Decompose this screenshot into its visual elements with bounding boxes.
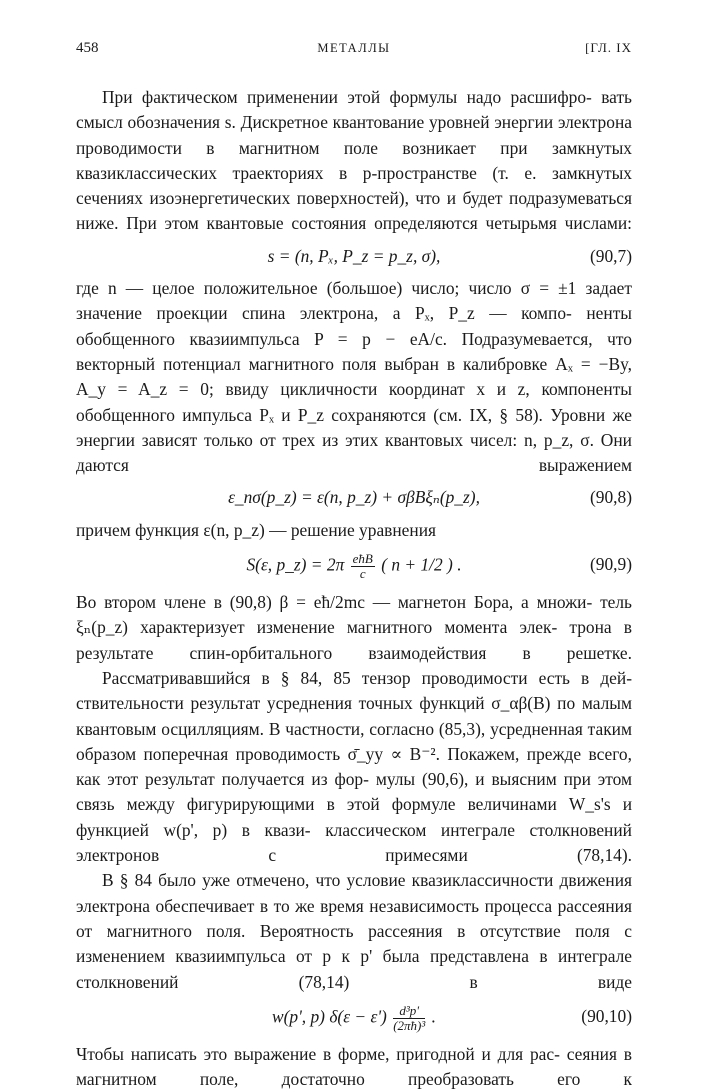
paragraph-7 xyxy=(76,1042,632,1092)
text-line: Aₓ = −By, A_y = A_z = 0; ввиду цикличности координат x и z, xyxy=(76,353,632,400)
paragraph-5 xyxy=(76,666,632,868)
equation-body: ε_nσ(p_z) = ε(n, p_z) + σβBξₙ(p_z), xyxy=(228,487,480,508)
text-line: (т. е. замкнутых сечениях изоэнергетических поверхностей), что xyxy=(76,162,633,209)
text-line: Покажем, прежде всего, как этот результат получается из фор- xyxy=(76,743,632,790)
text-line: Чтобы написать это выражение в форме, пригодной и для рас- xyxy=(76,1043,560,1064)
equation-number: (90,9) xyxy=(589,554,632,575)
text-line: малым квантовым осцилляциям. В частности, согласно (85,3), xyxy=(76,693,632,739)
text-line: задает значение проекции спина электрона, а Pₓ, P_z — компо- xyxy=(76,278,632,324)
equation-90-7 xyxy=(76,244,632,269)
equation-body: s = (n, Pₓ, P_z = p_z, σ), xyxy=(267,245,441,266)
fraction-denominator: c xyxy=(359,566,366,582)
fraction-numerator: eħB xyxy=(352,551,373,567)
text-line: при замкнутых квазиклассических траекториях в p-пространстве xyxy=(76,137,632,183)
equation-fraction xyxy=(393,1004,425,1033)
text-line: При фактическом применении этой формулы надо расшифро- xyxy=(102,87,592,107)
text-line: Рассматривавшийся в § 84, 85 тензор проводимости есть в дей- xyxy=(102,667,632,688)
text-line: трона в результате спин-орбитального взаимодействия в решетке. xyxy=(76,617,632,663)
text-line: представлена в интеграле столкновений (78,14) в виде xyxy=(76,946,632,992)
chapter-label: [ГЛ. IX xyxy=(585,40,632,55)
text-line: мулы (90,6), и выясним при этом связь между фигурирующими xyxy=(76,769,632,815)
text-line: (78,14). xyxy=(576,845,632,866)
text-line: причем функция ε(n, p_z) — решение уравнения xyxy=(76,519,437,540)
text-line: IX, § 58). Уровни же энергии зависят только от трех из этих xyxy=(76,404,632,450)
fraction-denominator: (2πħ)³ xyxy=(393,1017,426,1033)
paragraph-1 xyxy=(76,85,632,237)
text-line: классическом интеграле столкновений электронов с примесями xyxy=(76,819,632,866)
paragraph-6 xyxy=(76,868,632,994)
text-line: тель ξₙ(p_z) характеризует изменение магнитного момента элек- xyxy=(76,592,632,638)
equation-90-8 xyxy=(76,485,632,510)
paragraph-3 xyxy=(76,518,632,543)
running-header xyxy=(76,36,632,60)
equation-number: (90,7) xyxy=(589,245,632,266)
text-line: энергии электрона проводимости в магнитном поле возникает xyxy=(76,112,632,158)
paragraph-2 xyxy=(76,276,632,478)
text-line: усредненная таким образом поперечная проводимость σ̄_yy ∝ B⁻². xyxy=(76,718,632,764)
equation-left: w(p', p) δ(ε − ε') xyxy=(271,1006,387,1027)
page-body xyxy=(76,85,632,1092)
text-line: в этой формуле величинами W_s's и функцией w(p', p) в квази- xyxy=(76,794,632,840)
text-line: где n — целое положительное (большое) число; число σ = ±1 xyxy=(76,278,577,299)
equation-90-10 xyxy=(76,1004,632,1033)
equation-90-9 xyxy=(76,552,632,581)
text-line: вать смысл обозначения s. Дискретное квантование уровней xyxy=(76,87,632,133)
text-line: и будет подразумеваться ниже. При этом квантовые состояния xyxy=(76,188,632,234)
equation-number: (90,10) xyxy=(581,1005,632,1026)
book-page xyxy=(76,36,632,1092)
text-line: квантовых чисел: n, p_z, σ. Они даются выражением xyxy=(76,429,632,476)
text-line: процесса рассеяния от магнитного поля. Вероятность рассеяния xyxy=(76,895,632,941)
equation-fraction xyxy=(351,552,375,581)
equation-right: . xyxy=(431,1006,436,1027)
paragraph-4 xyxy=(76,590,632,666)
equation-right: ( n + 1/2 ) . xyxy=(381,554,462,575)
text-line: сеяния в магнитном поле, достаточно преобразовать его к xyxy=(76,1043,632,1090)
fraction-numerator: d³p' xyxy=(393,1004,425,1019)
equation-number: (90,8) xyxy=(589,487,632,508)
text-line: ствительности результат усреднения точных функций σ_αβ(B) по xyxy=(76,693,576,714)
page-number: 458 xyxy=(76,40,99,56)
text-line: ненты обобщенного квазиимпульса P = p − eA/c. Подразумевается, xyxy=(76,303,632,349)
text-line: определяются четырьмя числами: xyxy=(374,213,632,234)
text-line: движения электрона обеспечивает в то же время независимость xyxy=(76,870,632,916)
text-line: в отсутствие поля с изменением квазиимпульса от p к p' была xyxy=(76,920,632,967)
text-line: Во втором члене в (90,8) β = eħ/2mc — магнетон Бора, а множи- xyxy=(76,592,593,613)
equation-left: S(ε, p_z) = 2π xyxy=(246,554,345,575)
text-line: что векторный потенциал магнитного поля выбран в калибровке xyxy=(76,328,632,374)
text-line: компоненты обобщенного импульса Pₓ и P_z сохраняются (см. xyxy=(76,379,632,425)
running-title: МЕТАЛЛЫ xyxy=(317,41,391,55)
text-line: В § 84 было уже отмечено, что условие квазиклассичности xyxy=(102,870,554,891)
